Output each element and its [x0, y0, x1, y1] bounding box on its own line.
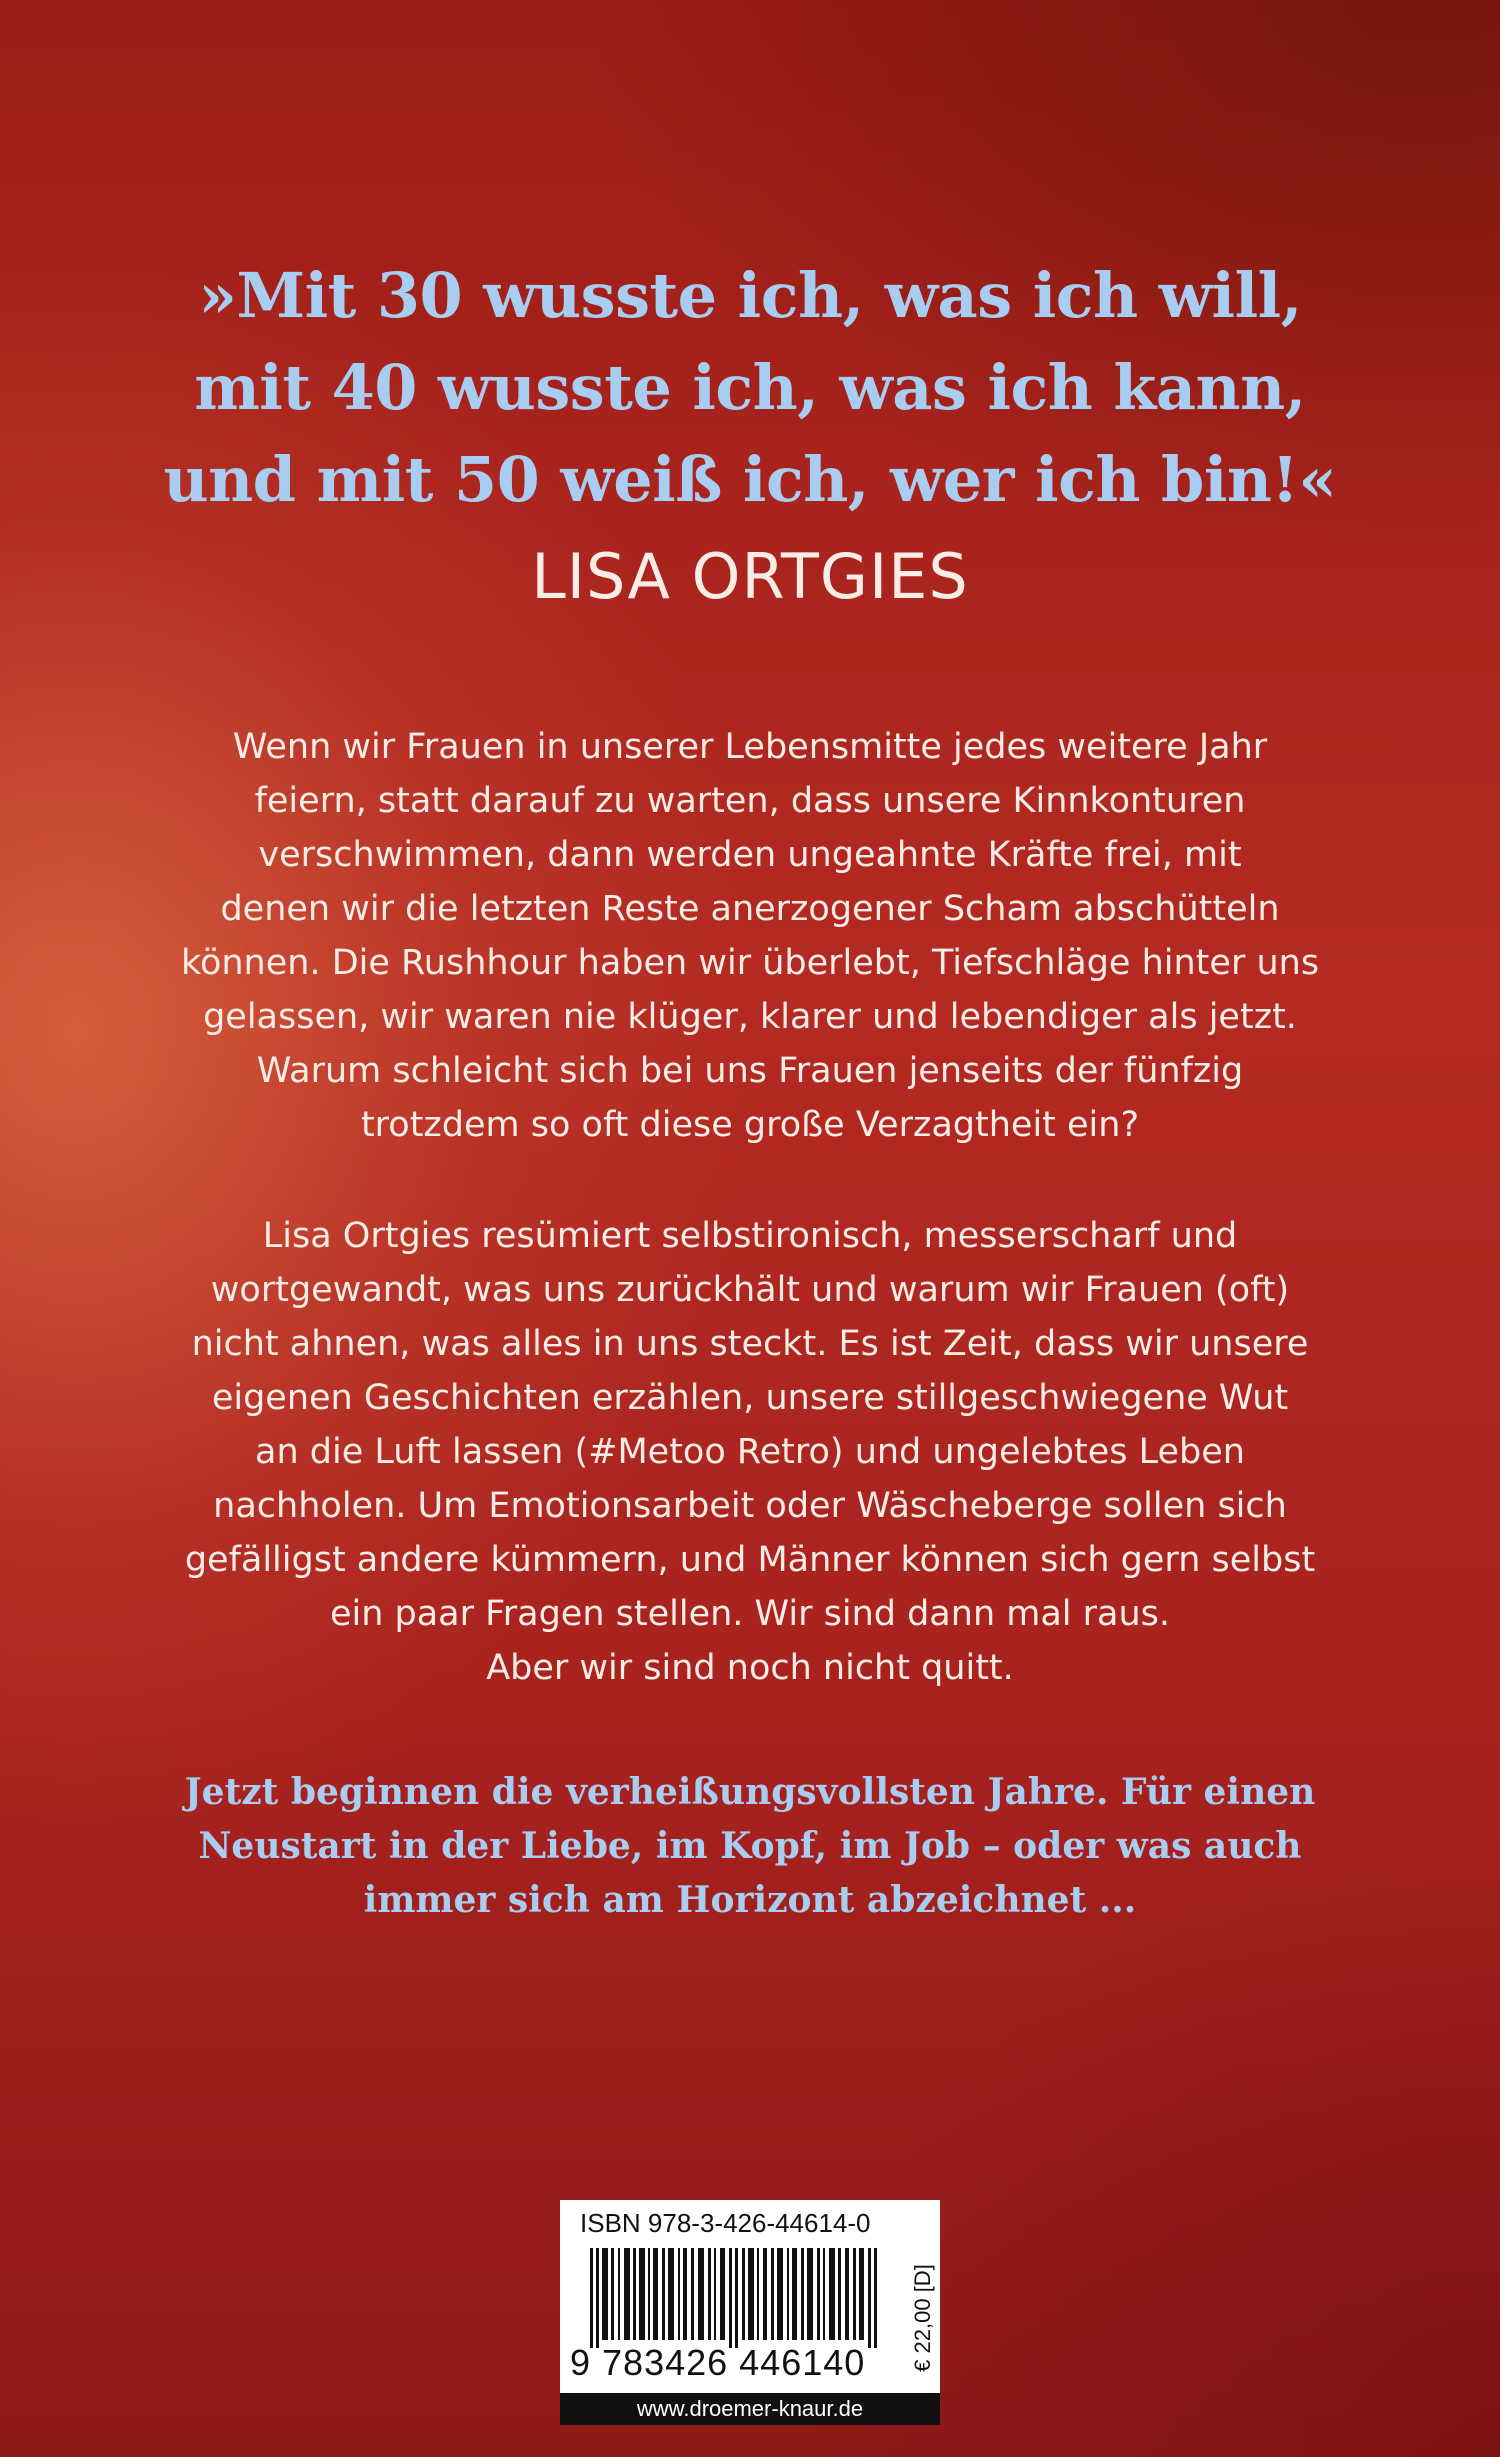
closing-line: immer sich am Horizont abzeichnet ...: [363, 1879, 1137, 1921]
blurb-line: feiern, statt darauf zu warten, dass unsere Kinnkonturen: [254, 781, 1246, 821]
closing-line: Jetzt beginnen die verheißungsvollsten Jahre. Für einen: [184, 1771, 1316, 1813]
blurb-line: gefälligst andere kümmern, und Männer können sich gern selbst: [184, 1540, 1316, 1580]
blurb-line: denen wir die letzten Reste anerzogener Scham abschütteln: [220, 889, 1280, 929]
isbn-label: ISBN 978-3-426-44614-0: [580, 2208, 871, 2238]
barcode-icon: [590, 2248, 890, 2348]
blurb-line: Aber wir sind noch nicht quitt.: [486, 1648, 1014, 1688]
blurb-line: trotzdem so oft diese große Verzagtheit ein?: [360, 1105, 1140, 1145]
blurb-line: nicht ahnen, was alles in uns steckt. Es ist Zeit, dass wir unsere: [191, 1324, 1309, 1364]
closing-line: Neustart in der Liebe, im Kopf, im Job – oder was auch: [198, 1825, 1302, 1867]
blurb-line: Lisa Ortgies resümiert selbstironisch, messerscharf und: [262, 1216, 1238, 1256]
blurb-line: Warum schleicht sich bei uns Frauen jenseits der fünfzig: [256, 1051, 1244, 1091]
barcode-box: [560, 2200, 940, 2425]
blurb-line: nachholen. Um Emotionsarbeit oder Wäscheberge sollen sich: [213, 1486, 1287, 1526]
barcode-digits: 9 783426 446140: [570, 2342, 866, 2383]
cover-quote: [0, 250, 1500, 526]
closing-teaser: [0, 1765, 1500, 1927]
blurb-paragraph-1: [0, 720, 1500, 1152]
blurb-line: können. Die Rushhour haben wir überlebt, Tiefschläge hinter uns: [180, 943, 1320, 983]
quote-line: und mit 50 weiß ich, wer ich bin!«: [163, 443, 1337, 516]
price-text: € 22,00 [D]: [910, 2264, 935, 2372]
quote-author: LISA ORTGIES: [531, 540, 969, 613]
blurb-line: eigenen Geschichten erzählen, unsere stillgeschwiegene Wut: [211, 1378, 1289, 1418]
publisher-url: www.droemer-knaur.de: [560, 2393, 940, 2425]
blurb-line: an die Luft lassen (#Metoo Retro) und ungelebtes Leben: [255, 1432, 1245, 1472]
quote-line: mit 40 wusste ich, was ich kann,: [194, 351, 1306, 424]
blurb-paragraph-2: [0, 1209, 1500, 1695]
blurb-line: verschwimmen, dann werden ungeahnte Kräfte frei, mit: [258, 835, 1242, 875]
price-label: [908, 2248, 938, 2388]
blurb-line: wortgewandt, was uns zurückhält und warum wir Frauen (oft): [210, 1270, 1290, 1310]
quote-line: »Mit 30 wusste ich, was ich will,: [198, 259, 1302, 332]
blurb-line: Wenn wir Frauen in unserer Lebensmitte jedes weitere Jahr: [232, 727, 1268, 767]
blurb-line: ein paar Fragen stellen. Wir sind dann mal raus.: [329, 1594, 1171, 1634]
blurb-line: gelassen, wir waren nie klüger, klarer und lebendiger als jetzt.: [203, 997, 1297, 1037]
